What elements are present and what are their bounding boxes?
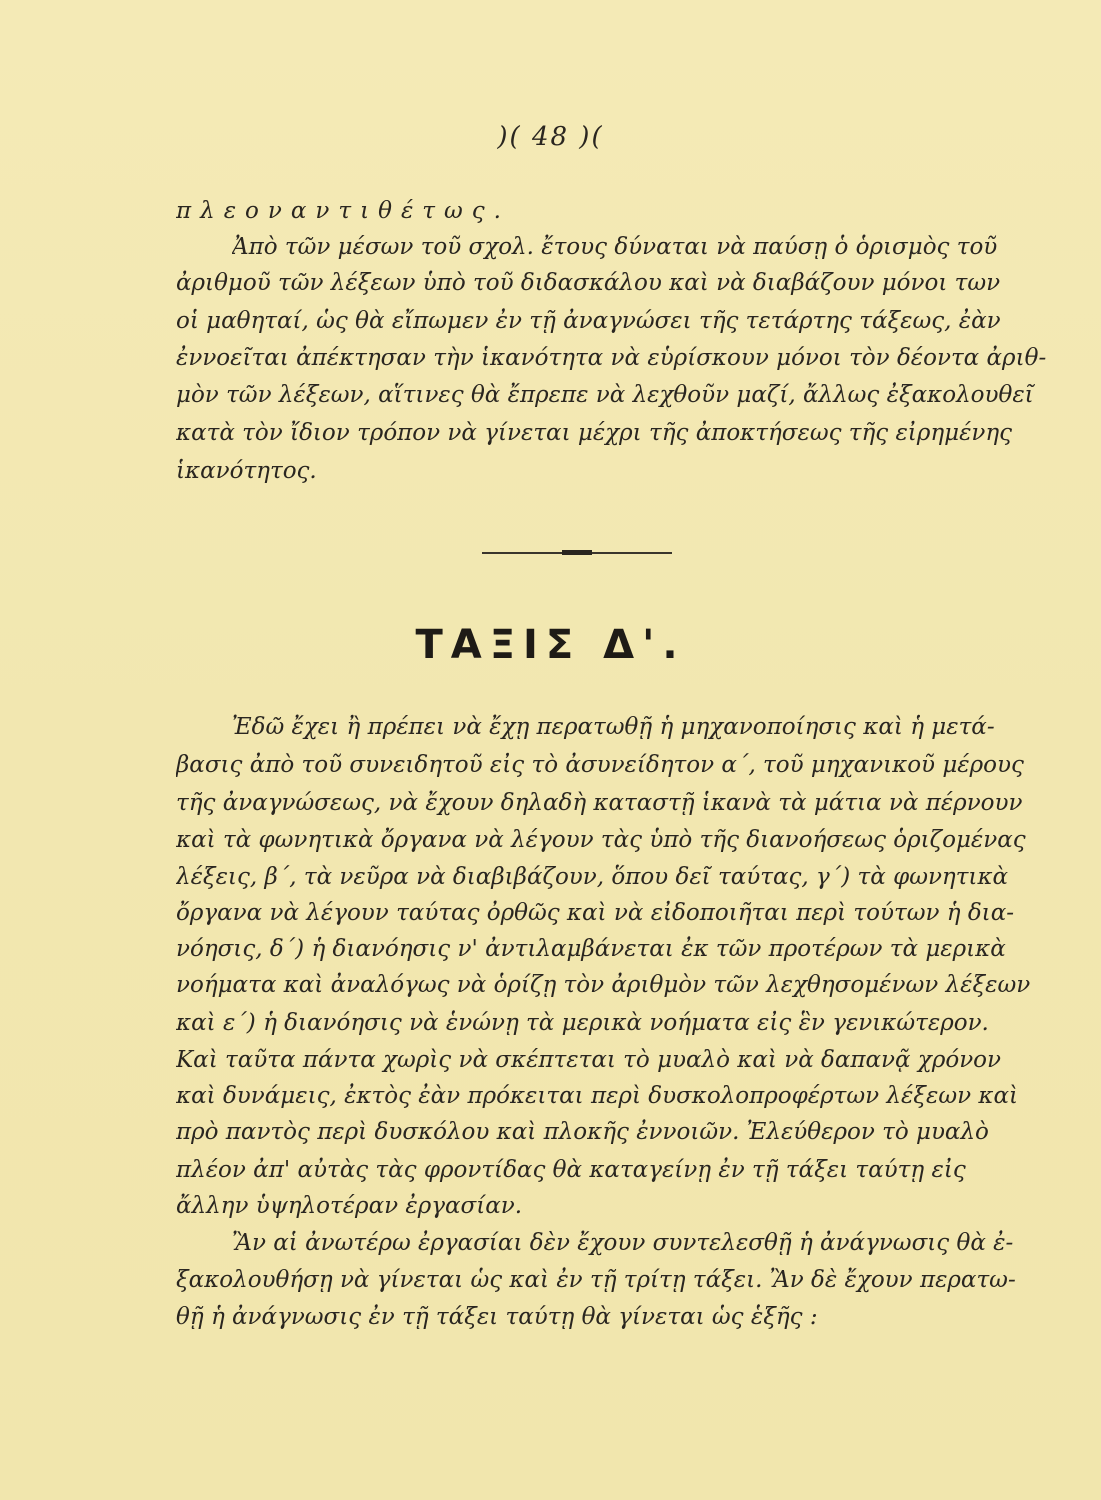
text-line: θῇ ἡ ἀνάγνωσις ἐν τῇ τάξει ταύτῃ θὰ γίνεται ὡς ἑξῆς : — [176, 1304, 818, 1330]
section-divider-ornament — [562, 550, 592, 555]
text-line: καὶ ε΄) ἡ διανόησις νὰ ἑνώνῃ τὰ μερικὰ νοήματα εἰς ἓν γενικώτερον. — [176, 1010, 989, 1036]
text-line: οἱ μαθηταί, ὡς θὰ εἴπωμεν ἐν τῇ ἀναγνώσει τῆς τετάρτης τάξεως, ἐὰν — [176, 308, 1001, 334]
text-line: Ἐδῶ ἔχει ἢ πρέπει νὰ ἔχῃ περατωθῇ ἡ μηχανοποίησις καὶ ἡ μετά- — [232, 714, 995, 740]
text-line: πρὸ παντὸς περὶ δυσκόλου καὶ πλοκῆς ἐννοιῶν. Ἐλεύθερον τὸ μυαλὸ — [176, 1119, 989, 1145]
text-line: κατὰ τὸν ἴδιον τρόπον νὰ γίνεται μέχρι τῆς ἀποκτήσεως τῆς εἰρημένης — [176, 420, 1013, 446]
text-line: Ἀπὸ τῶν μέσων τοῦ σχολ. ἔτους δύναται νὰ παύσῃ ὁ ὁρισμὸς τοῦ — [232, 234, 998, 260]
text-line: νόησις, δ΄) ἡ διανόησις ν' ἀντιλαμβάνεται ἐκ τῶν προτέρων τὰ μερικὰ — [176, 936, 1006, 962]
text-line: ὄργανα νὰ λέγουν ταύτας ὀρθῶς καὶ νὰ εἰδοποιῆται περὶ τούτων ἡ δια- — [176, 900, 1014, 926]
text-line: πλεοναντιθέτως. — [176, 198, 510, 224]
text-line: λέξεις, β΄, τὰ νεῦρα νὰ διαβιβάζουν, ὅπου δεῖ ταύτας, γ΄) τὰ φωνητικὰ — [176, 864, 1009, 890]
page-number: )( 48 )( — [497, 122, 604, 152]
text-line: ἐννοεῖται ἀπέκτησαν τὴν ἱκανότητα νὰ εὑρίσκουν μόνοι τὸν δέοντα ἀριθ- — [176, 345, 1046, 371]
text-line: μὸν τῶν λέξεων, αἵτινες θὰ ἔπρεπε νὰ λεχθοῦν μαζί, ἄλλως ἐξακολουθεῖ — [176, 382, 1034, 408]
text-line: ἱκανότητος. — [176, 458, 317, 484]
text-line: πλέον ἀπ' αὐτὰς τὰς φροντίδας θὰ καταγείνῃ ἐν τῇ τάξει ταύτῃ εἰς — [176, 1157, 966, 1183]
text-line: βασις ἀπὸ τοῦ συνειδητοῦ εἰς τὸ ἀσυνείδητον α΄, τοῦ μηχανικοῦ μέρους — [176, 752, 1024, 778]
text-line: ξακολουθήσῃ νὰ γίνεται ὡς καὶ ἐν τῇ τρίτῃ τάξει. Ἂν δὲ ἔχουν περατω- — [176, 1267, 1016, 1293]
text-line: Καὶ ταῦτα πάντα χωρὶς νὰ σκέπτεται τὸ μυαλὸ καὶ νὰ δαπανᾷ χρόνον — [176, 1047, 1002, 1073]
section-heading: ΤΑΞΙΣ Δ'. — [415, 622, 686, 668]
text-line: καὶ δυνάμεις, ἐκτὸς ἐὰν πρόκειται περὶ δυσκολοπροφέρτων λέξεων καὶ — [176, 1083, 1018, 1109]
text-line: Ἂν αἱ ἀνωτέρω ἐργασίαι δὲν ἔχουν συντελεσθῇ ἡ ἀνάγνωσις θὰ ἐ- — [232, 1230, 1014, 1256]
text-line: ἀριθμοῦ τῶν λέξεων ὑπὸ τοῦ διδασκάλου καὶ νὰ διαβάζουν μόνοι των — [176, 270, 1001, 296]
text-line: καὶ τὰ φωνητικὰ ὄργανα νὰ λέγουν τὰς ὑπὸ τῆς διανοήσεως ὁριζομένας — [176, 827, 1026, 853]
text-line: τῆς ἀναγνώσεως, νὰ ἔχουν δηλαδὴ καταστῇ ἱκανὰ τὰ μάτια νὰ πέρνουν — [176, 790, 1023, 816]
text-line: ἄλλην ὑψηλοτέραν ἐργασίαν. — [176, 1193, 523, 1219]
text-line: νοήματα καὶ ἀναλόγως νὰ ὁρίζῃ τὸν ἀριθμὸν τῶν λεχθησομένων λέξεων — [176, 972, 1031, 998]
